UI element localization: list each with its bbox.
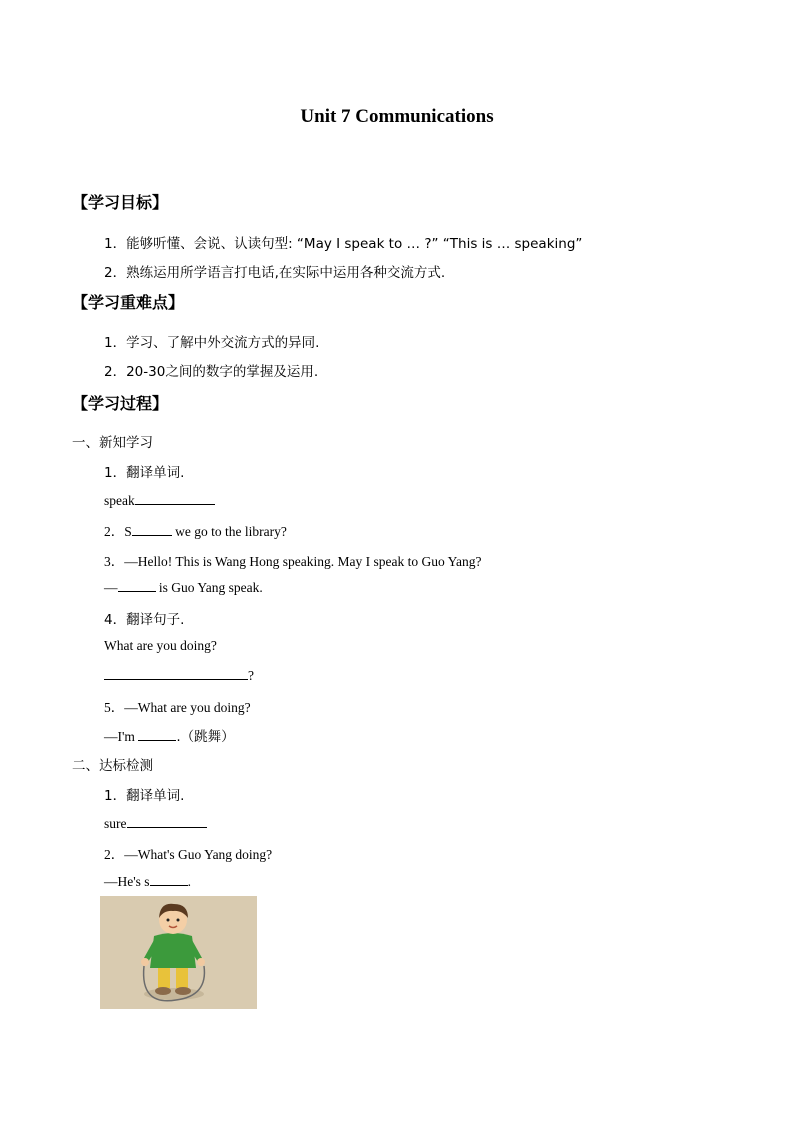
answer-blank[interactable] xyxy=(118,579,156,592)
part2-q1: 1．翻译单词. xyxy=(104,788,185,804)
part2-q2: 2．—What's Guo Yang doing? xyxy=(104,847,273,862)
part1-q4-answer-end: ? xyxy=(248,668,254,683)
part1-q3-answer-prefix: — xyxy=(104,580,118,595)
part1-q4-answer xyxy=(104,667,254,684)
part2-q2-answer-prefix: —He's s xyxy=(104,874,150,889)
part2-title: 二、达标检测 xyxy=(72,758,153,774)
part1-q3-answer-suffix: is Guo Yang speak. xyxy=(155,580,263,595)
process-heading: 【学习过程】 xyxy=(72,394,169,413)
part2-q2-answer xyxy=(104,873,191,890)
answer-blank[interactable] xyxy=(150,873,188,886)
part1-q5-answer-prefix: —I'm xyxy=(104,729,139,744)
answer-blank[interactable] xyxy=(132,523,172,536)
answer-blank[interactable] xyxy=(138,728,176,741)
part1-q2-prefix: 2．S xyxy=(104,524,132,539)
key-point-item-2: 2．20-30之间的数字的掌握及运用. xyxy=(104,364,319,380)
part1-title: 一、新知学习 xyxy=(72,435,153,451)
part1-q5-answer xyxy=(104,725,235,745)
answer-blank[interactable] xyxy=(127,815,207,828)
answer-blank[interactable] xyxy=(104,667,248,680)
part2-q1-answer xyxy=(104,815,207,832)
goals-heading: 【学习目标】 xyxy=(72,193,169,212)
part1-q5: 5．—What are you doing? xyxy=(104,700,251,715)
key-point-item-1: 1．学习、了解中外交流方式的异同. xyxy=(104,335,320,351)
part1-q2-suffix: we go to the library? xyxy=(171,524,287,539)
answer-blank[interactable] xyxy=(135,492,215,505)
part1-q1: 1．翻译单词. xyxy=(104,465,185,481)
part1-q3: 3．—Hello! This is Wang Hong speaking. May I speak to Guo Yang? xyxy=(104,554,482,569)
part1-q2 xyxy=(104,520,287,540)
key-points-heading: 【学习重难点】 xyxy=(72,293,185,312)
part2-q1-word: sure xyxy=(104,816,127,831)
part1-q1-answer xyxy=(104,492,215,509)
part1-q5-answer-suffix: .（跳舞） xyxy=(176,729,235,745)
part1-q4: 4．翻译句子. xyxy=(104,612,185,628)
part1-q3-answer xyxy=(104,579,263,596)
boy-jumping-rope-image xyxy=(100,896,257,1009)
goal-item-2: 2．熟练运用所学语言打电话,在实际中运用各种交流方式. xyxy=(104,265,446,281)
page-title: Unit 7 Communications xyxy=(300,106,494,127)
part2-q2-answer-suffix: . xyxy=(187,874,191,889)
part1-q4-sentence: What are you doing? xyxy=(104,638,217,653)
boy-jumping-rope-icon xyxy=(100,896,257,1009)
part1-q1-word: speak xyxy=(104,493,135,508)
goal-item-1: 1．能够听懂、会说、认读句型: “May I speak to … ?” “This is … speaking” xyxy=(104,236,583,252)
